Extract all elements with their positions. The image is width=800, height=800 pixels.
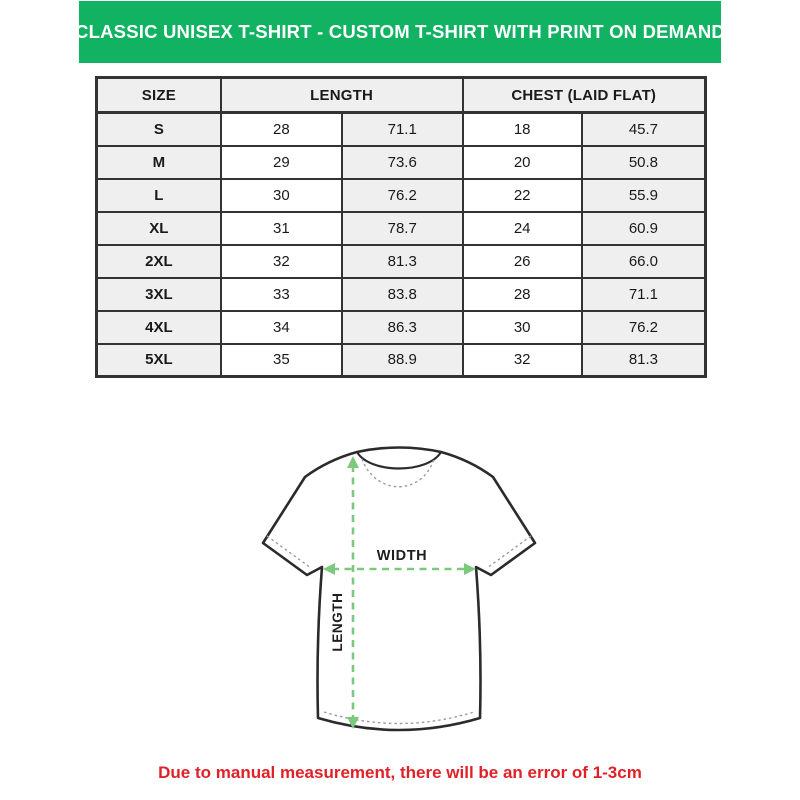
length-in-cell: 29 [221,146,342,179]
column-header-chest: CHEST (LAID FLAT) [463,78,706,113]
table-row [97,179,706,212]
length-in-cell: 31 [221,212,342,245]
table-row [97,212,706,245]
length-in-cell: 30 [221,179,342,212]
length-in-cell: 34 [221,311,342,344]
chest-in-cell: 22 [463,179,582,212]
table-row [97,311,706,344]
length-cm-cell: 76.2 [342,179,463,212]
chest-cm-cell: 60.9 [582,212,706,245]
length-cm-cell: 73.6 [342,146,463,179]
tshirt-measurement-diagram [230,432,570,744]
length-in-cell: 35 [221,344,342,377]
chest-in-cell: 18 [463,113,582,146]
header-row [97,78,706,113]
table-row [97,278,706,311]
length-cm-cell: 88.9 [342,344,463,377]
chest-in-cell: 30 [463,311,582,344]
chest-cm-cell: 55.9 [582,179,706,212]
chest-in-cell: 28 [463,278,582,311]
table-row [97,146,706,179]
title-banner [75,1,725,63]
length-cm-cell: 81.3 [342,245,463,278]
measurement-error-note: Due to manual measurement, there will be an error of 1-3cm [158,763,642,782]
length-in-cell: 28 [221,113,342,146]
length-cm-cell: 71.1 [342,113,463,146]
chest-cm-cell: 71.1 [582,278,706,311]
chest-cm-cell: 76.2 [582,311,706,344]
length-cm-cell: 86.3 [342,311,463,344]
chest-in-cell: 32 [463,344,582,377]
width-label: WIDTH [376,548,428,564]
chest-cm-cell: 45.7 [582,113,706,146]
chest-cm-cell: 81.3 [582,344,706,377]
tshirt-outline [263,448,535,731]
column-header-size: SIZE [97,78,221,113]
length-cm-cell: 83.8 [342,278,463,311]
size-cell: S [97,113,221,146]
size-cell: XL [97,212,221,245]
table-row [97,344,706,377]
length-in-cell: 32 [221,245,342,278]
length-label: LENGTH [330,592,345,652]
page-title: CLASSIC UNISEX T-SHIRT - CUSTOM T-SHIRT WITH PRINT ON DEMAND [75,21,725,42]
size-cell: 4XL [97,311,221,344]
column-header-length: LENGTH [221,78,463,113]
size-chart-table [95,76,707,378]
size-cell: M [97,146,221,179]
length-in-cell: 33 [221,278,342,311]
chest-in-cell: 26 [463,245,582,278]
size-cell: 2XL [97,245,221,278]
size-cell: 3XL [97,278,221,311]
size-cell: 5XL [97,344,221,377]
length-cm-cell: 78.7 [342,212,463,245]
chest-cm-cell: 66.0 [582,245,706,278]
size-cell: L [97,179,221,212]
table-row [97,113,706,146]
chest-in-cell: 20 [463,146,582,179]
table-row [97,245,706,278]
chest-cm-cell: 50.8 [582,146,706,179]
chest-in-cell: 24 [463,212,582,245]
